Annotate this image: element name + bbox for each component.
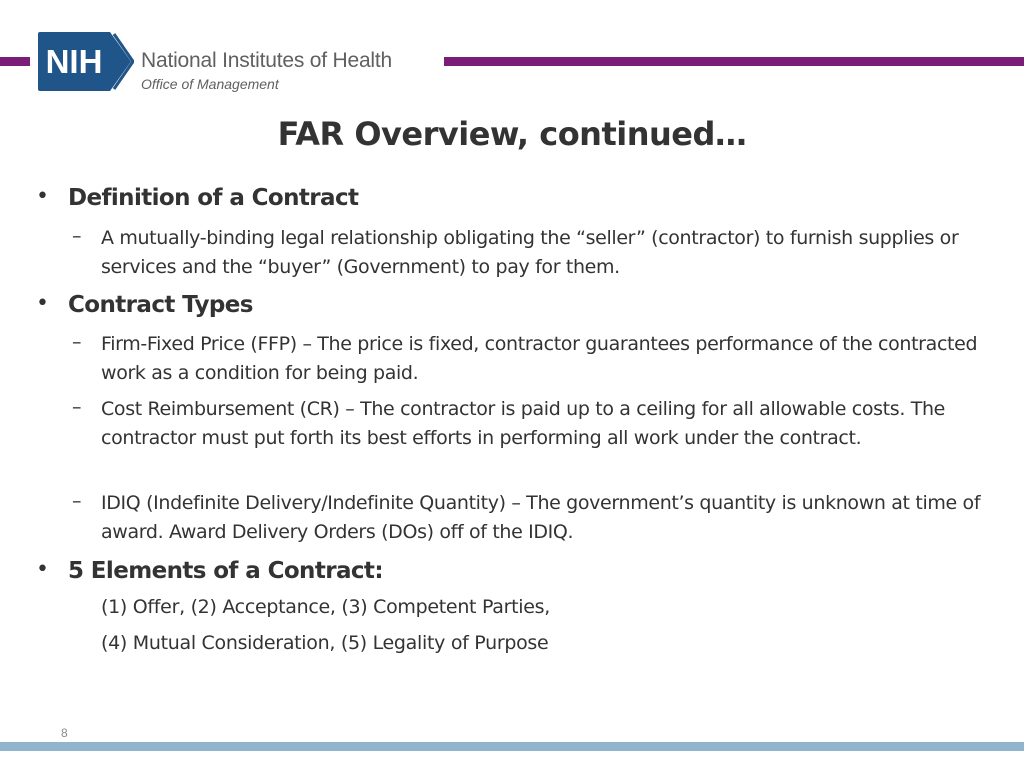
list-item: Cost Reimbursement (CR) – The contractor is paid up to a ceiling for all allowable costs. The contractor must put forth its best efforts in performing all work under the contract. [101,398,945,449]
footer-bar [0,742,1024,751]
list-item: IDIQ (Indefinite Delivery/Indefinite Quantity) – The government’s quantity is unknown at time of award. Award Delivery Orders (DOs) off of the IDIQ. [101,492,981,543]
office-name: Office of Management [141,76,279,92]
dash-icon: – [72,331,82,353]
slide-title: FAR Overview, continued… [277,115,747,153]
section-heading: 5 Elements of a Contract: [68,558,383,584]
dash-icon: – [72,490,82,512]
bullet-icon: • [36,184,49,209]
section-heading: Definition of a Contract [68,185,359,211]
list-item: (1) Offer, (2) Acceptance, (3) Competent Parties, [101,596,550,618]
org-name: National Institutes of Health [141,49,393,72]
section-heading: Contract Types [68,292,253,318]
dash-icon: – [72,396,82,418]
logo-mark-text: NIH [45,43,103,80]
list-item: (4) Mutual Consideration, (5) Legality of Purpose [101,632,549,654]
bullet-icon: • [36,557,49,582]
list-item: A mutually-binding legal relationship obligating the “seller” (contractor) to furnish supplies or services and the “buyer” (Government) to pay for them. [101,227,959,278]
page-number: 8 [61,726,68,740]
dash-icon: – [72,225,82,247]
bullet-icon: • [36,291,49,316]
list-item: Firm-Fixed Price (FFP) – The price is fixed, contractor guarantees performance of the contracted work as a condition for being paid. [101,333,978,384]
